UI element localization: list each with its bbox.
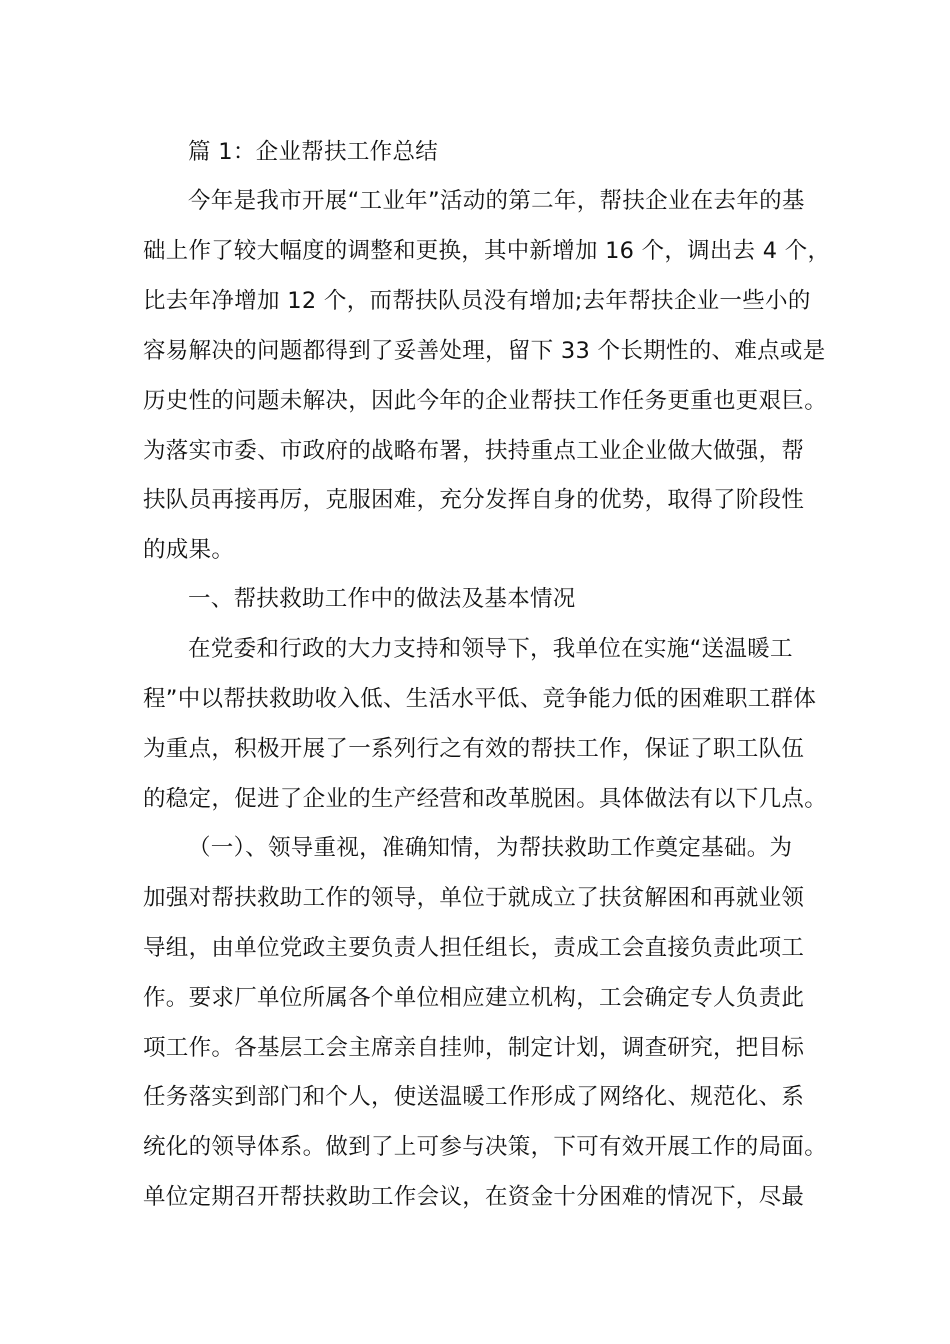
text-line: 的成果。: [143, 537, 235, 563]
text-line: 程”中以帮扶救助收入低、生活水平低、竞争能力低的困难职工群体: [143, 686, 817, 712]
text-line: 历史性的问题未解决，因此今年的企业帮扶工作任务更重也更艰巨。: [143, 388, 828, 414]
text-line: 任务落实到部门和个人，使送温暖工作形成了网络化、规范化、系: [143, 1084, 805, 1110]
text-line: 导组，由单位党政主要负责人担任组长，责成工会直接负责此项工: [143, 935, 805, 961]
text-line: 在党委和行政的大力支持和领导下，我单位在实施“送温暖工: [188, 636, 793, 662]
text-line: 容易解决的问题都得到了妥善处理，留下 33 个长期性的、难点或是: [143, 338, 826, 364]
text-line: 扶队员再接再厉，克服困难，充分发挥自身的优势，取得了阶段性: [143, 487, 805, 513]
text-line: 比去年净增加 12 个，而帮扶队员没有增加;去年帮扶企业一些小的: [143, 288, 811, 314]
text-line: 单位定期召开帮扶救助工作会议，在资金十分困难的情况下，尽最: [143, 1184, 805, 1210]
text-line: 础上作了较大幅度的调整和更换，其中新增加 16 个，调出去 4 个，: [143, 238, 831, 264]
section-title: 篇 1：企业帮扶工作总结: [188, 139, 439, 165]
text-line: 统化的领导体系。做到了上可参与决策，下可有效开展工作的局面。: [143, 1134, 828, 1160]
text-line: 的稳定，促进了企业的生产经营和改革脱困。具体做法有以下几点。: [143, 786, 828, 812]
subsection-heading-line: （一）、领导重视，准确知情，为帮扶救助工作奠定基础。为: [188, 835, 793, 861]
text-line: 为重点，积极开展了一系列行之有效的帮扶工作，保证了职工队伍: [143, 736, 805, 762]
section-heading: 一、帮扶救助工作中的做法及基本情况: [188, 586, 576, 612]
text-line: 今年是我市开展“工业年”活动的第二年，帮扶企业在去年的基: [188, 188, 805, 214]
text-line: 作。要求厂单位所属各个单位相应建立机构，工会确定专人负责此: [143, 985, 805, 1011]
text-line: 为落实市委、市政府的战略布署，扶持重点工业企业做大做强，帮: [143, 438, 805, 464]
text-line: 项工作。各基层工会主席亲自挂帅，制定计划，调查研究，把目标: [143, 1035, 805, 1061]
text-line: 加强对帮扶救助工作的领导，单位于就成立了扶贫解困和再就业领: [143, 885, 805, 911]
